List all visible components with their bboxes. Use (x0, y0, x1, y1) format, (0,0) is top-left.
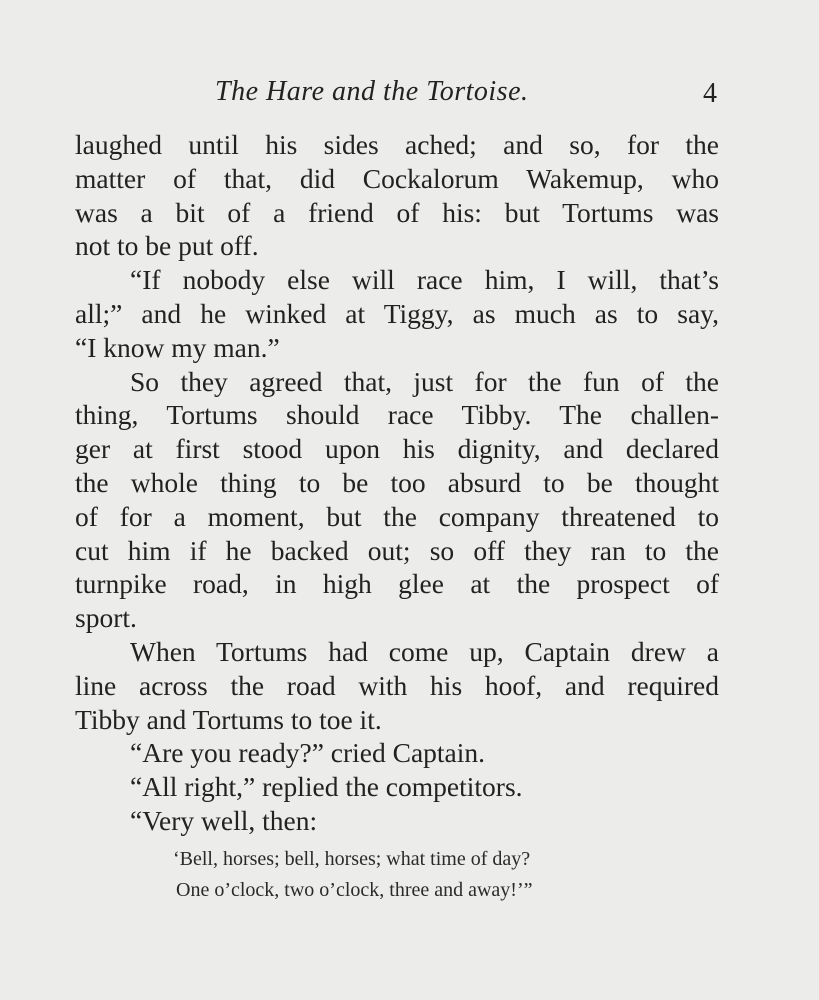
text-line: “Very well, then: (130, 804, 318, 836)
text-line: “If nobody else will race him, I will, that’s (130, 264, 719, 296)
text-line: laughed until his sides ached; and so, for the (75, 129, 719, 160)
text-line: When Tortums had come up, Captain drew a (130, 635, 719, 667)
text-line: turnpike road, in high glee at the prospect of (75, 568, 719, 600)
text-line: cut him if he backed out; so off they ran to the (75, 534, 719, 566)
page-number: 4 (703, 78, 717, 109)
text-line: “Are you ready?” cried Captain. (130, 737, 486, 769)
text-line: “I know my man.” (75, 331, 280, 363)
text-line: “All right,” replied the competitors. (130, 771, 523, 803)
text-line: sport. (75, 602, 137, 634)
text-line: was a bit of a friend of his: but Tortums was (75, 196, 719, 228)
body-text (75, 128, 719, 838)
verse-line: One o’clock, two o’clock, three and away!’” (176, 879, 533, 901)
text-line: ger at first stood upon his dignity, and declared (75, 433, 719, 465)
running-title: The Hare and the Tortoise. (215, 76, 529, 107)
text-line: of for a moment, but the company threatened to (75, 500, 719, 532)
text-line: matter of that, did Cockalorum Wakemup, who (75, 162, 719, 194)
text-line: line across the road with his hoof, and required (75, 669, 719, 701)
verse-line: ‘Bell, horses; bell, horses; what time of day? (173, 848, 531, 870)
text-line: Tibby and Tortums to toe it. (75, 703, 382, 735)
text-line: So they agreed that, just for the fun of the (130, 365, 719, 397)
text-line: thing, Tortums should race Tibby. The challen- (75, 399, 719, 431)
text-line: the whole thing to be too absurd to be thought (75, 466, 719, 498)
text-line: not to be put off. (75, 230, 259, 262)
text-line: all;” and he winked at Tiggy, as much as to say, (75, 297, 719, 329)
